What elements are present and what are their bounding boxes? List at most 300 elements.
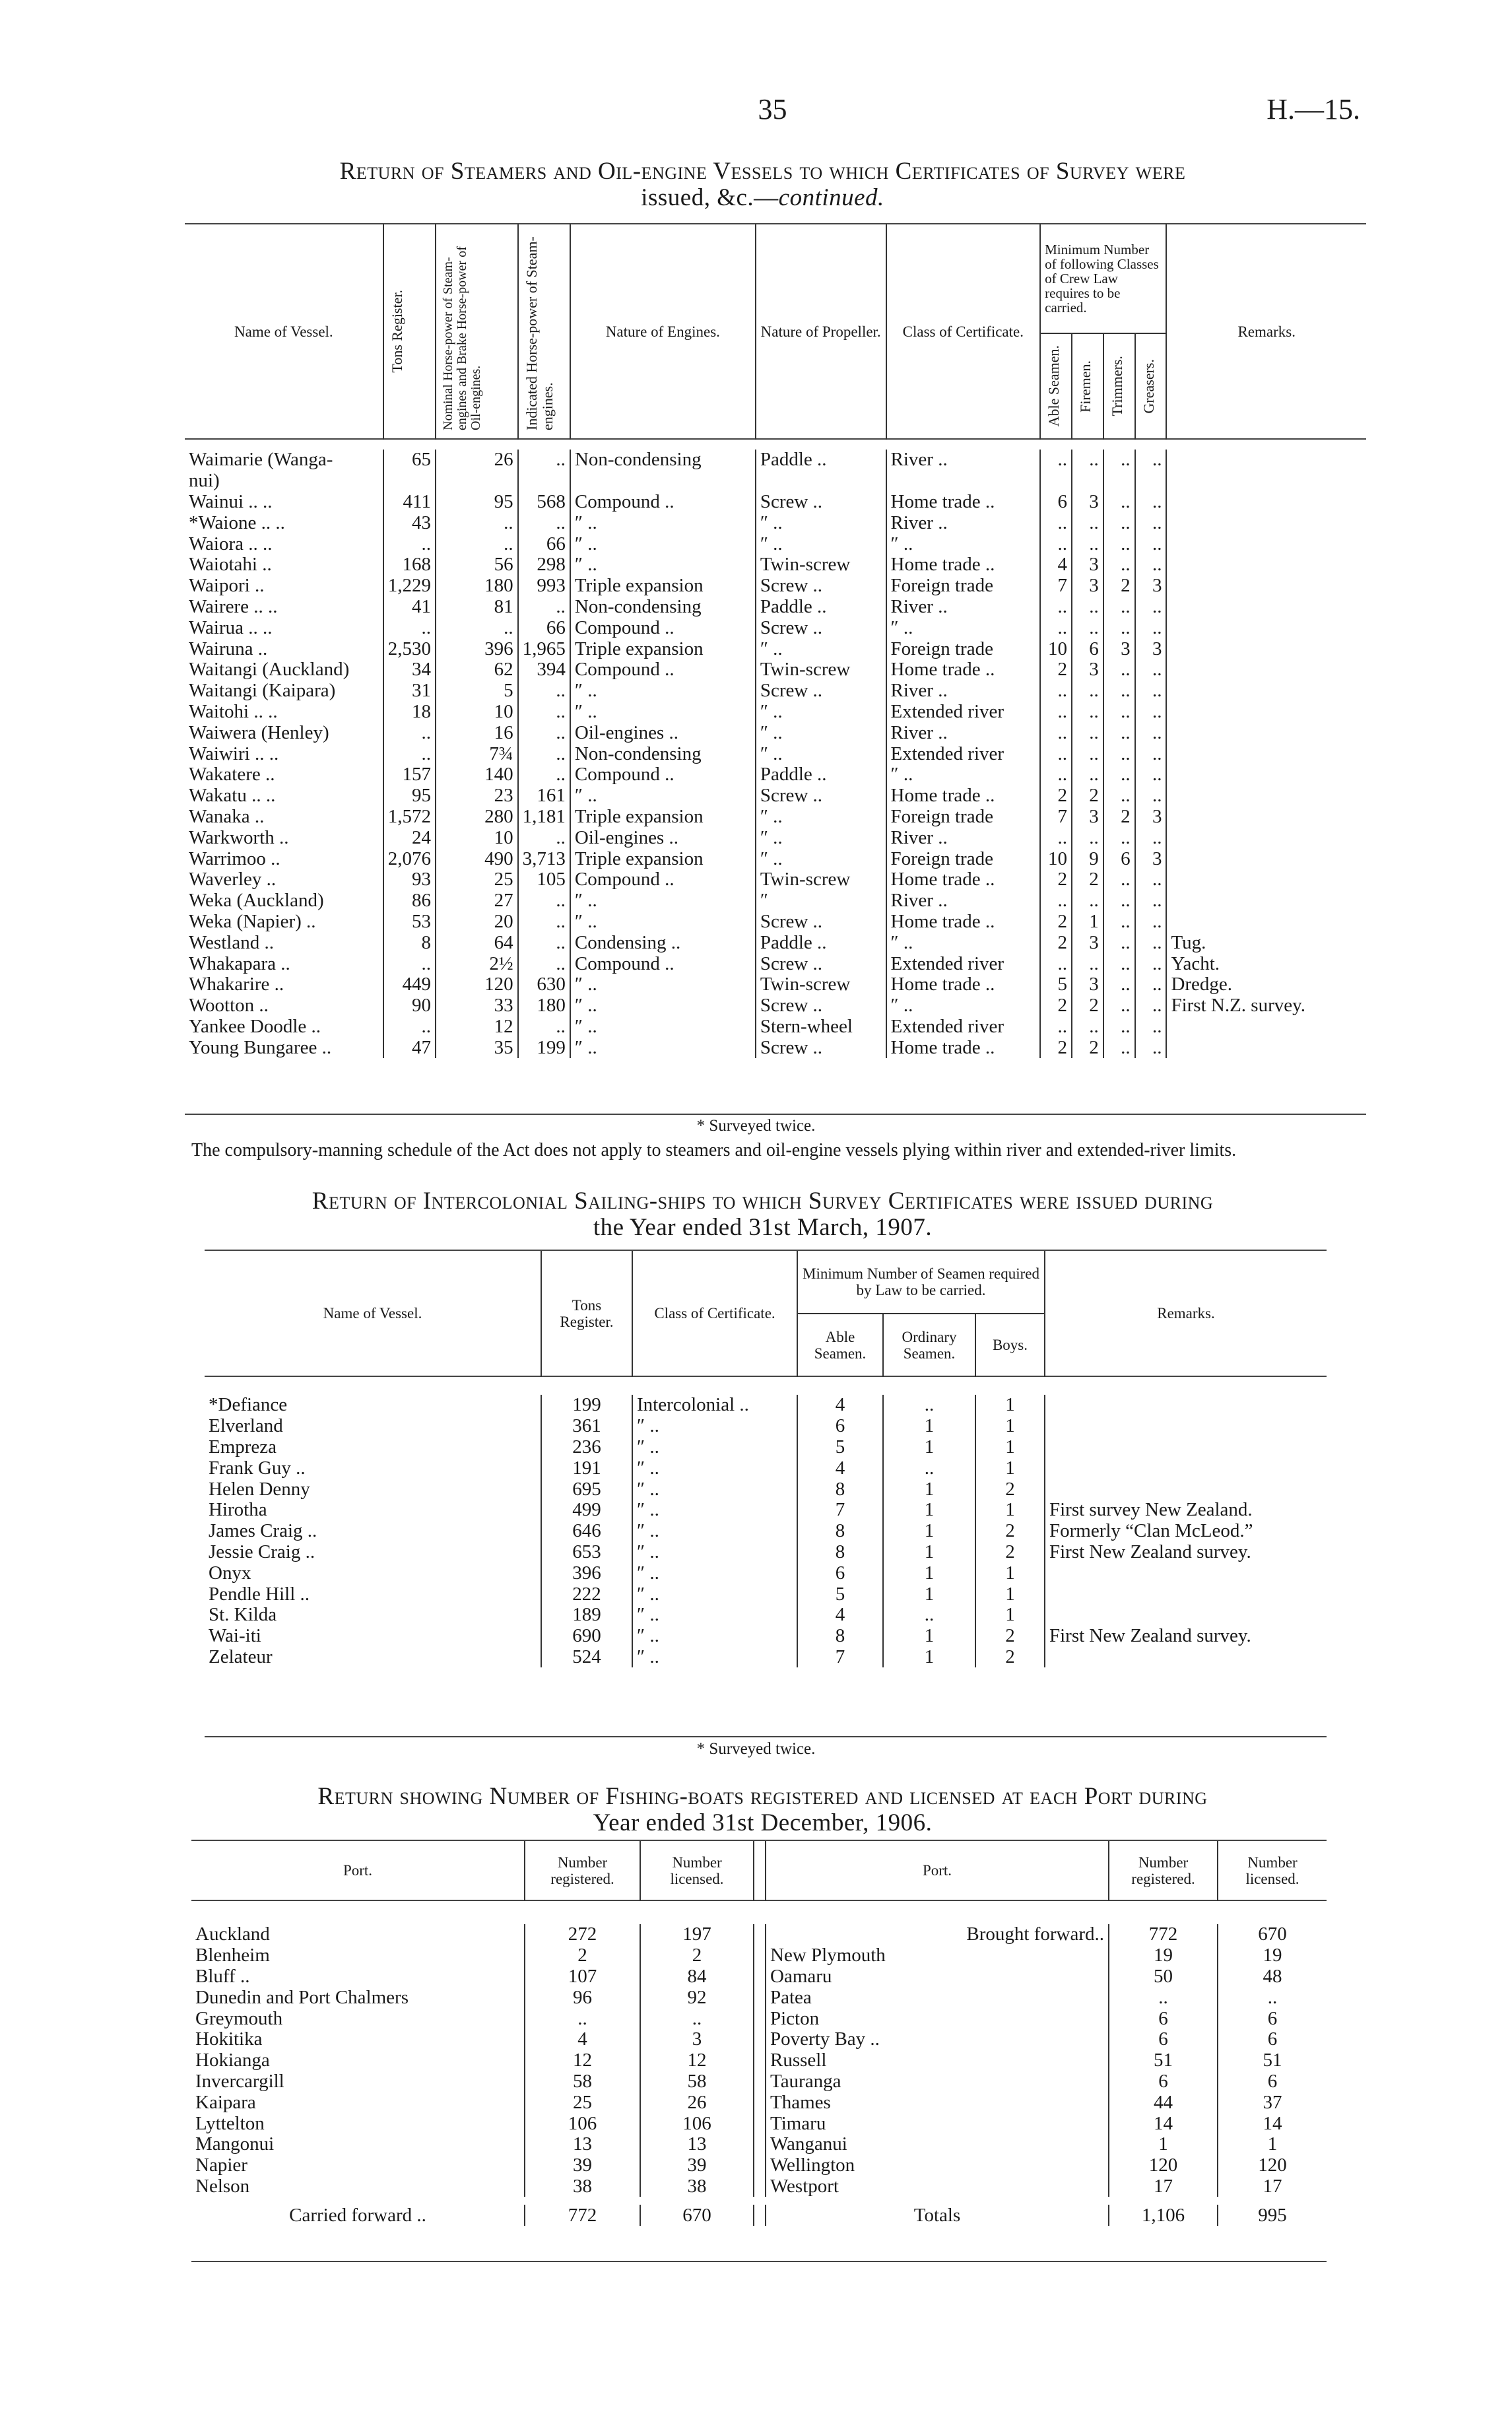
port-name: Hokianga [195, 2050, 270, 2071]
nominal-hp: 120 [436, 974, 518, 995]
table-row [205, 1562, 1327, 1584]
firemen: 2 [1072, 786, 1103, 807]
firemen: .. [1072, 1017, 1103, 1038]
number-registered: 12 [525, 2050, 640, 2071]
number-licensed: .. [1218, 1987, 1327, 2008]
number-registered: 39 [525, 2155, 640, 2176]
tons-register: 18 [383, 702, 436, 723]
nature-of-propeller: ″ .. [756, 827, 886, 848]
nature-of-engines: ″ .. [570, 912, 756, 933]
greasers: .. [1135, 702, 1167, 723]
firemen: 9 [1072, 848, 1103, 869]
trimmers: .. [1103, 890, 1135, 912]
nature-of-propeller: Paddle .. [756, 932, 886, 953]
col-header-remarks: Remarks. [1166, 224, 1366, 439]
remarks [1045, 1437, 1327, 1458]
fishing-col-registered-right: Number registered. [1109, 1841, 1218, 1900]
greasers: .. [1135, 953, 1167, 974]
port-name: Napier [195, 2155, 247, 2176]
table-row [191, 2155, 1327, 2176]
table-row [185, 638, 1366, 659]
able-seamen: 4 [1040, 554, 1072, 576]
firemen: 2 [1072, 1037, 1103, 1058]
nature-of-engines: ″ .. [570, 512, 756, 533]
nature-of-propeller: ″ .. [756, 743, 886, 764]
port-name: Thames [770, 2092, 831, 2113]
nature-of-propeller: Paddle .. [756, 597, 886, 618]
able-seamen: 10 [1040, 848, 1072, 869]
number-registered: 50 [1109, 1966, 1218, 1988]
port-name: Greymouth [195, 2008, 283, 2029]
ordinary-seamen: .. [883, 1395, 975, 1416]
ordinary-seamen: 1 [883, 1562, 975, 1584]
able-seamen: .. [1040, 722, 1072, 743]
greasers: .. [1135, 932, 1167, 953]
carried-forward-licensed: 670 [640, 2205, 754, 2226]
vessel-name: Waitangi (Auckland) [189, 659, 350, 681]
nature-of-engines: ″ .. [570, 890, 756, 912]
vessel-name: Whakarire .. [189, 974, 284, 995]
nature-of-engines: Oil-engines .. [570, 827, 756, 848]
remarks [1166, 869, 1366, 890]
remarks: First N.Z. survey. [1166, 995, 1366, 1017]
number-registered: 13 [525, 2134, 640, 2155]
table-row [205, 1584, 1327, 1605]
nominal-hp: 23 [436, 786, 518, 807]
col-header-tons-text: Tons Register. [388, 290, 405, 373]
remarks [1166, 597, 1366, 618]
nominal-hp: 5 [436, 681, 518, 702]
table-row [205, 1542, 1327, 1563]
firemen: .. [1072, 722, 1103, 743]
class-of-certificate: River .. [886, 890, 1041, 912]
number-registered: 14 [1109, 2113, 1218, 2134]
tons-register: .. [383, 617, 436, 638]
sailing-bottom-rule [205, 1736, 1327, 1737]
port-name: Nelson [195, 2176, 250, 2197]
nominal-hp [436, 471, 518, 492]
document-reference: H.—15. [1266, 93, 1360, 125]
table-row [185, 953, 1366, 974]
tons-register: 31 [383, 681, 436, 702]
ordinary-seamen: 1 [883, 1437, 975, 1458]
class-of-certificate: Intercolonial .. [632, 1395, 797, 1416]
tons-register: 524 [541, 1647, 632, 1668]
ordinary-seamen: .. [883, 1605, 975, 1626]
tons-register: 690 [541, 1626, 632, 1647]
nominal-hp: 27 [436, 890, 518, 912]
indicated-hp: 161 [518, 786, 570, 807]
tons-register: 8 [383, 932, 436, 953]
remarks [1045, 1457, 1327, 1479]
number-registered: 19 [1109, 1945, 1218, 1966]
trimmers: 6 [1103, 848, 1135, 869]
greasers: .. [1135, 722, 1167, 743]
tons-register: 646 [541, 1521, 632, 1542]
nature-of-engines: Non-condensing [570, 597, 756, 618]
trimmers: .. [1103, 450, 1135, 471]
table-row [185, 807, 1366, 828]
vessel-name: Weka (Napier) .. [189, 911, 316, 932]
nature-of-propeller: ″ .. [756, 722, 886, 743]
class-of-certificate: ″ .. [632, 1542, 797, 1563]
table-row [185, 681, 1366, 702]
sailing-table-body [205, 1395, 1327, 1667]
number-registered: 25 [525, 2092, 640, 2113]
number-licensed: 58 [640, 2071, 754, 2092]
table-row [185, 722, 1366, 743]
able-seamen: 4 [797, 1457, 883, 1479]
nature-of-propeller [756, 471, 886, 492]
table-row [185, 617, 1366, 638]
sailing-col-tons: Tons Register. [541, 1251, 632, 1376]
number-registered: 51 [1109, 2050, 1218, 2071]
table-row [191, 1987, 1327, 2008]
number-registered: 58 [525, 2071, 640, 2092]
vessel-name: Wairua .. .. [189, 617, 273, 638]
nominal-hp: 10 [436, 702, 518, 723]
boys: 1 [975, 1457, 1045, 1479]
nature-of-engines: ″ .. [570, 974, 756, 995]
tons-register: 411 [383, 492, 436, 513]
number-registered: 120 [1109, 2155, 1218, 2176]
vessel-name: Jessie Craig .. [209, 1541, 315, 1562]
port-name: Wellington [770, 2155, 855, 2176]
class-of-certificate: ″ .. [886, 764, 1041, 786]
vessel-name: Wootton .. [189, 995, 269, 1017]
greasers: 3 [1135, 848, 1167, 869]
vessel-name: *Defiance [209, 1395, 288, 1416]
ordinary-seamen: 1 [883, 1584, 975, 1605]
number-registered: 17 [1109, 2176, 1218, 2197]
able-seamen: 8 [797, 1521, 883, 1542]
number-licensed: 120 [1218, 2155, 1327, 2176]
table-row [191, 1945, 1327, 1966]
able-seamen: .. [1040, 597, 1072, 618]
ordinary-seamen: 1 [883, 1416, 975, 1437]
vessel-name: Waverley .. [189, 869, 277, 890]
col-header-indicated-hp-text: Indicated Horse-power of Steam-engines. [523, 236, 556, 430]
vessel-name: Weka (Auckland) [189, 890, 324, 912]
able-seamen: .. [1040, 1017, 1072, 1038]
nature-of-engines: Compound .. [570, 617, 756, 638]
port-name: Hokitika [195, 2028, 263, 2050]
greasers: 3 [1135, 576, 1167, 597]
able-seamen: 6 [1040, 492, 1072, 513]
tons-register: 236 [541, 1437, 632, 1458]
greasers: .. [1135, 681, 1167, 702]
able-seamen: .. [1040, 450, 1072, 471]
number-licensed: 6 [1218, 2008, 1327, 2029]
table-row [185, 974, 1366, 995]
trimmers: .. [1103, 492, 1135, 513]
nature-of-propeller: Screw .. [756, 681, 886, 702]
number-registered: 107 [525, 1966, 640, 1988]
tons-register: 1,229 [383, 576, 436, 597]
tons-register: 41 [383, 597, 436, 618]
vessel-name: Waiora .. .. [189, 533, 273, 554]
nature-of-engines: ″ .. [570, 681, 756, 702]
class-of-certificate [886, 471, 1041, 492]
nominal-hp: 140 [436, 764, 518, 786]
number-licensed: 38 [640, 2176, 754, 2197]
port-name: Timaru [770, 2113, 826, 2134]
able-seamen: .. [1040, 702, 1072, 723]
boys: 1 [975, 1562, 1045, 1584]
able-seamen: 5 [797, 1437, 883, 1458]
vessel-name: Wanaka .. [189, 806, 265, 827]
able-seamen: 8 [797, 1542, 883, 1563]
nature-of-propeller: Screw .. [756, 995, 886, 1017]
tons-register: 2,530 [383, 638, 436, 659]
firemen: .. [1072, 512, 1103, 533]
number-licensed: 106 [640, 2113, 754, 2134]
table-row [185, 995, 1366, 1017]
table-row [185, 576, 1366, 597]
totals-licensed: 995 [1218, 2205, 1327, 2226]
table-row [185, 932, 1366, 953]
vessel-name: Frank Guy .. [209, 1457, 306, 1479]
remarks [1166, 681, 1366, 702]
able-seamen: 7 [1040, 576, 1072, 597]
class-of-certificate: ″ .. [632, 1479, 797, 1500]
remarks [1166, 702, 1366, 723]
class-of-certificate: River .. [886, 681, 1041, 702]
sailing-title [191, 1188, 1334, 1241]
remarks [1166, 471, 1366, 492]
col-header-tons [383, 224, 436, 439]
manning-note: The compulsory-manning schedule of the Act does not apply to steamers and oil-engine vessels plying within river and extended-river limits. [191, 1140, 1237, 1160]
number-licensed: 14 [1218, 2113, 1327, 2134]
indicated-hp: .. [518, 722, 570, 743]
nature-of-engines: Triple expansion [570, 807, 756, 828]
remarks [1045, 1562, 1327, 1584]
vessel-name: *Waione .. .. [189, 512, 285, 533]
number-licensed: 37 [1218, 2092, 1327, 2113]
class-of-certificate: River .. [886, 512, 1041, 533]
sailing-col-ordinary: Ordinary Seamen. [883, 1314, 975, 1376]
remarks: Yacht. [1166, 953, 1366, 974]
indicated-hp: 199 [518, 1037, 570, 1058]
nature-of-propeller: ″ .. [756, 533, 886, 554]
indicated-hp: 1,181 [518, 807, 570, 828]
class-of-certificate: ″ .. [886, 617, 1041, 638]
able-seamen: 7 [1040, 807, 1072, 828]
vessel-name: Wakatere .. [189, 764, 275, 786]
indicated-hp: 993 [518, 576, 570, 597]
trimmers: .. [1103, 702, 1135, 723]
firemen: 1 [1072, 912, 1103, 933]
port-name: Mangonui [195, 2133, 275, 2155]
table-row [185, 554, 1366, 576]
tons-register: 86 [383, 890, 436, 912]
vessel-name: Waiwiri .. .. [189, 743, 279, 764]
tons-register: 157 [383, 764, 436, 786]
class-of-certificate: River .. [886, 450, 1041, 471]
boys: 2 [975, 1521, 1045, 1542]
sailing-col-group: Minimum Number of Seamen required by Law to be carried. [797, 1251, 1045, 1314]
port-name: Invercargill [195, 2071, 284, 2092]
number-licensed: 19 [1218, 1945, 1327, 1966]
greasers: .. [1135, 974, 1167, 995]
indicated-hp: .. [518, 681, 570, 702]
tons-register: 168 [383, 554, 436, 576]
able-seamen: 2 [1040, 1037, 1072, 1058]
port-name: Picton [770, 2008, 820, 2029]
carried-forward-label: Carried forward .. [289, 2205, 426, 2226]
nature-of-engines [570, 471, 756, 492]
indicated-hp: 630 [518, 974, 570, 995]
number-licensed: 670 [1218, 1924, 1327, 1945]
class-of-certificate: Foreign trade [886, 576, 1041, 597]
nature-of-engines: Triple expansion [570, 638, 756, 659]
table-row [191, 2050, 1327, 2071]
greasers: .. [1135, 827, 1167, 848]
indicated-hp: .. [518, 827, 570, 848]
class-of-certificate: ″ .. [632, 1500, 797, 1521]
vessel-name: Young Bungaree .. [189, 1037, 332, 1058]
vessel-name: Wainui .. .. [189, 491, 273, 512]
totals-label: Totals [913, 2205, 961, 2226]
number-licensed: 48 [1218, 1966, 1327, 1988]
nature-of-propeller: Screw .. [756, 786, 886, 807]
remarks [1166, 1037, 1366, 1058]
table-row [185, 659, 1366, 681]
table-row [191, 2029, 1327, 2050]
port-name: Russell [770, 2050, 827, 2071]
ordinary-seamen: 1 [883, 1479, 975, 1500]
able-seamen: 2 [1040, 995, 1072, 1017]
able-seamen: 5 [1040, 974, 1072, 995]
table-row [185, 702, 1366, 723]
tons-register: 222 [541, 1584, 632, 1605]
class-of-certificate: Foreign trade [886, 807, 1041, 828]
number-licensed: 197 [640, 1924, 754, 1945]
class-of-certificate: ″ .. [632, 1437, 797, 1458]
class-of-certificate: Home trade .. [886, 912, 1041, 933]
boys: 2 [975, 1542, 1045, 1563]
class-of-certificate: Foreign trade [886, 848, 1041, 869]
vessel-name: Westland .. [189, 932, 274, 953]
remarks [1166, 722, 1366, 743]
indicated-hp: .. [518, 932, 570, 953]
remarks [1166, 764, 1366, 786]
table-row [191, 2176, 1327, 2197]
number-registered: 6 [1109, 2071, 1218, 2092]
boys: 1 [975, 1584, 1045, 1605]
tons-register: 95 [383, 786, 436, 807]
firemen: .. [1072, 953, 1103, 974]
vessel-name: Empreza [209, 1436, 277, 1457]
tons-register: 90 [383, 995, 436, 1017]
greasers: 3 [1135, 638, 1167, 659]
boys: 1 [975, 1605, 1045, 1626]
table-row [185, 492, 1366, 513]
nature-of-engines: ″ .. [570, 1017, 756, 1038]
firemen: .. [1072, 533, 1103, 554]
vessel-name: James Craig .. [209, 1520, 317, 1542]
remarks [1166, 638, 1366, 659]
trimmers: .. [1103, 597, 1135, 618]
vessel-name: Waiwera (Henley) [189, 722, 329, 743]
vessel-name: Elverland [209, 1415, 283, 1437]
firemen: .. [1072, 743, 1103, 764]
steamers-title [191, 158, 1334, 211]
able-seamen: 6 [797, 1416, 883, 1437]
nature-of-propeller: ″ .. [756, 848, 886, 869]
trimmers: 2 [1103, 576, 1135, 597]
able-seamen: .. [1040, 533, 1072, 554]
table-row [185, 743, 1366, 764]
number-registered: .. [1109, 1987, 1218, 2008]
able-seamen: 7 [797, 1647, 883, 1668]
table-row [185, 512, 1366, 533]
ordinary-seamen: 1 [883, 1500, 975, 1521]
nature-of-propeller: ″ .. [756, 512, 886, 533]
greasers: .. [1135, 492, 1167, 513]
tons-register: 53 [383, 912, 436, 933]
vessel-name: Yankee Doodle .. [189, 1016, 321, 1037]
steamers-bottom-rule [185, 1114, 1366, 1115]
greasers: .. [1135, 533, 1167, 554]
indicated-hp: 180 [518, 995, 570, 1017]
able-seamen: 2 [1040, 912, 1072, 933]
col-header-firemen [1072, 333, 1103, 439]
nature-of-engines: ″ .. [570, 554, 756, 576]
table-row [205, 1395, 1327, 1416]
trimmers: 2 [1103, 807, 1135, 828]
remarks [1045, 1647, 1327, 1668]
firemen: .. [1072, 450, 1103, 471]
col-header-nominal-hp-text: Nominal Horse-power of Steam-engines and Brake Horse-power of Oil-engines. [440, 246, 483, 430]
col-header-trimmers-text: Trimmers. [1108, 356, 1125, 417]
trimmers: .. [1103, 953, 1135, 974]
class-of-certificate: Home trade .. [886, 869, 1041, 890]
tons-register: .. [383, 743, 436, 764]
col-header-certificate: Class of Certificate. [886, 224, 1041, 439]
vessel-name: Wairere .. .. [189, 596, 278, 617]
firemen: 2 [1072, 995, 1103, 1017]
firemen: 3 [1072, 974, 1103, 995]
sailing-col-vessel: Name of Vessel. [323, 1305, 422, 1322]
table-row [185, 764, 1366, 786]
vessel-name: Warkworth .. [189, 827, 289, 848]
remarks [1166, 512, 1366, 533]
table-row [205, 1521, 1327, 1542]
number-registered: 6 [1109, 2029, 1218, 2050]
tons-register: .. [383, 953, 436, 974]
ordinary-seamen: 1 [883, 1521, 975, 1542]
number-licensed: 84 [640, 1966, 754, 1988]
table-row [191, 2092, 1327, 2113]
indicated-hp: .. [518, 890, 570, 912]
remarks [1166, 786, 1366, 807]
table-row [205, 1479, 1327, 1500]
able-seamen: .. [1040, 617, 1072, 638]
col-header-greasers-text: Greasers. [1140, 358, 1157, 414]
sailing-title-line2: the Year ended 31st March, 1907. [593, 1214, 933, 1241]
firemen: .. [1072, 702, 1103, 723]
nature-of-propeller: Screw .. [756, 617, 886, 638]
vessel-name: Hirotha [209, 1499, 267, 1521]
remarks [1166, 1017, 1366, 1038]
table-row [185, 890, 1366, 912]
nature-of-propeller: Paddle .. [756, 764, 886, 786]
table-row [185, 827, 1366, 848]
greasers: .. [1135, 512, 1167, 533]
remarks: Dredge. [1166, 974, 1366, 995]
port-name: Oamaru [770, 1966, 832, 1987]
